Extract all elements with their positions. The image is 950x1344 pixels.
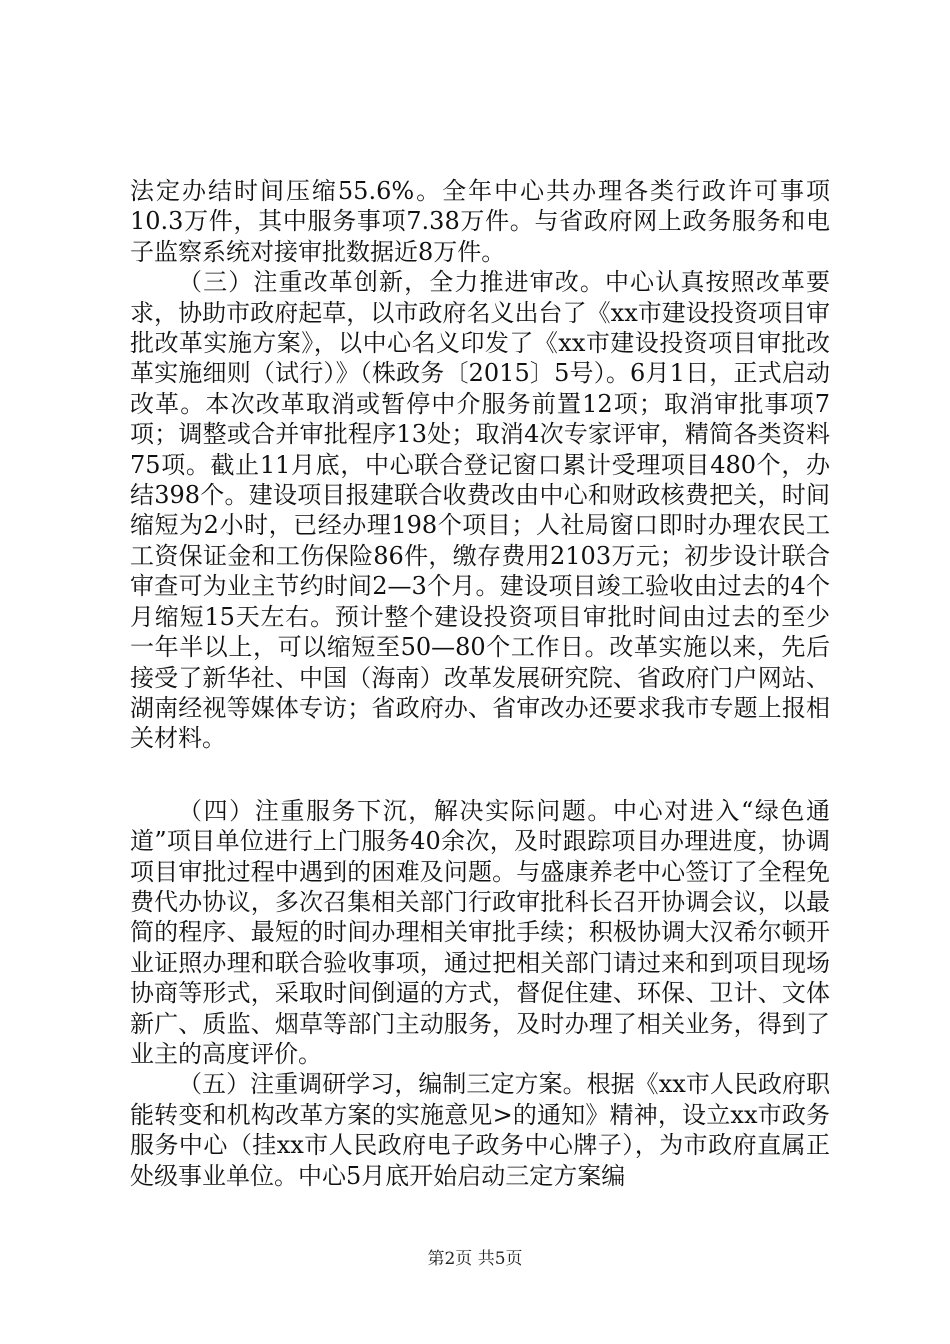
page-footer: 第2页 共5页 xyxy=(427,1249,523,1269)
paragraph-section-3: （三）注重改革创新，全力推进审改。中心认真按照改革要求，协助市政府起草，以市政府名义出台了《xx市建设投资项目审批改革实施方案》，以中心名义印发了《xx市建设投资项目审批改革实施细则（试行）》（株政务〔2015〕5号）。6月1日，正式启动改革。本次改革取消或暂停中介服务前置12项；取消审批事项7项；调整或合并审批程序13处；取消4次专家评审，精简各类资料75项。截止11月底，中心联合登记窗口累计受理项目480个，办结398个。建设项目报建联合收费改由中心和财政核费把关，时间缩短为2小时，已经办理198个项目；人社局窗口即时办理农民工工资保证金和工伤保险86件，缴存费用2103万元；初步设计联合审查可为业主节约时间2—3个月。建设项目竣工验收由过去的4个月缩短15天左右。预计整个建设投资项目审批时间由过去的至少一年半以上，可以缩短至50—80个工作日。改革实施以来，先后接受了新华社、中国（海南）改革发展研究院、省政府门户网站、湖南经视等媒体专访；省政府办、省审改办还要求我市专题上报相关材料。 xyxy=(130,268,830,753)
paragraph-continuation: 法定办结时间压缩55.6%。全年中心共办理各类行政许可事项10.3万件，其中服务事项7.38万件。与省政府网上政务服务和电子监察系统对接审批数据近8万件。 xyxy=(130,177,830,266)
paragraph-section-5: （五）注重调研学习，编制三定方案。根据《xx市人民政府职能转变和机构改革方案的实施意见>的通知》精神，设立xx市政务服务中心（挂xx市人民政府电子政务中心牌子），为市政府直属正处级事业单位。中心5月底开始启动三定方案编 xyxy=(130,1070,830,1190)
paragraph-gap xyxy=(130,754,830,796)
paragraph-section-4: （四）注重服务下沉，解决实际问题。中心对进入“绿色通道”项目单位进行上门服务40余次，及时跟踪项目办理进度，协调项目审批过程中遇到的困难及问题。与盛康养老中心签订了全程免费代办协议，多次召集相关部门行政审批科长召开协调会议，以最简的程序、最短的时间办理相关审批手续；积极协调大汉希尔顿开业证照办理和联合验收事项，通过把相关部门请过来和到项目现场协商等形式，采取时间倒逼的方式，督促住建、环保、卫计、文体新广、质监、烟草等部门主动服务，及时办理了相关业务，得到了业主的高度评价。 xyxy=(130,796,830,1068)
document-body xyxy=(130,176,830,1191)
